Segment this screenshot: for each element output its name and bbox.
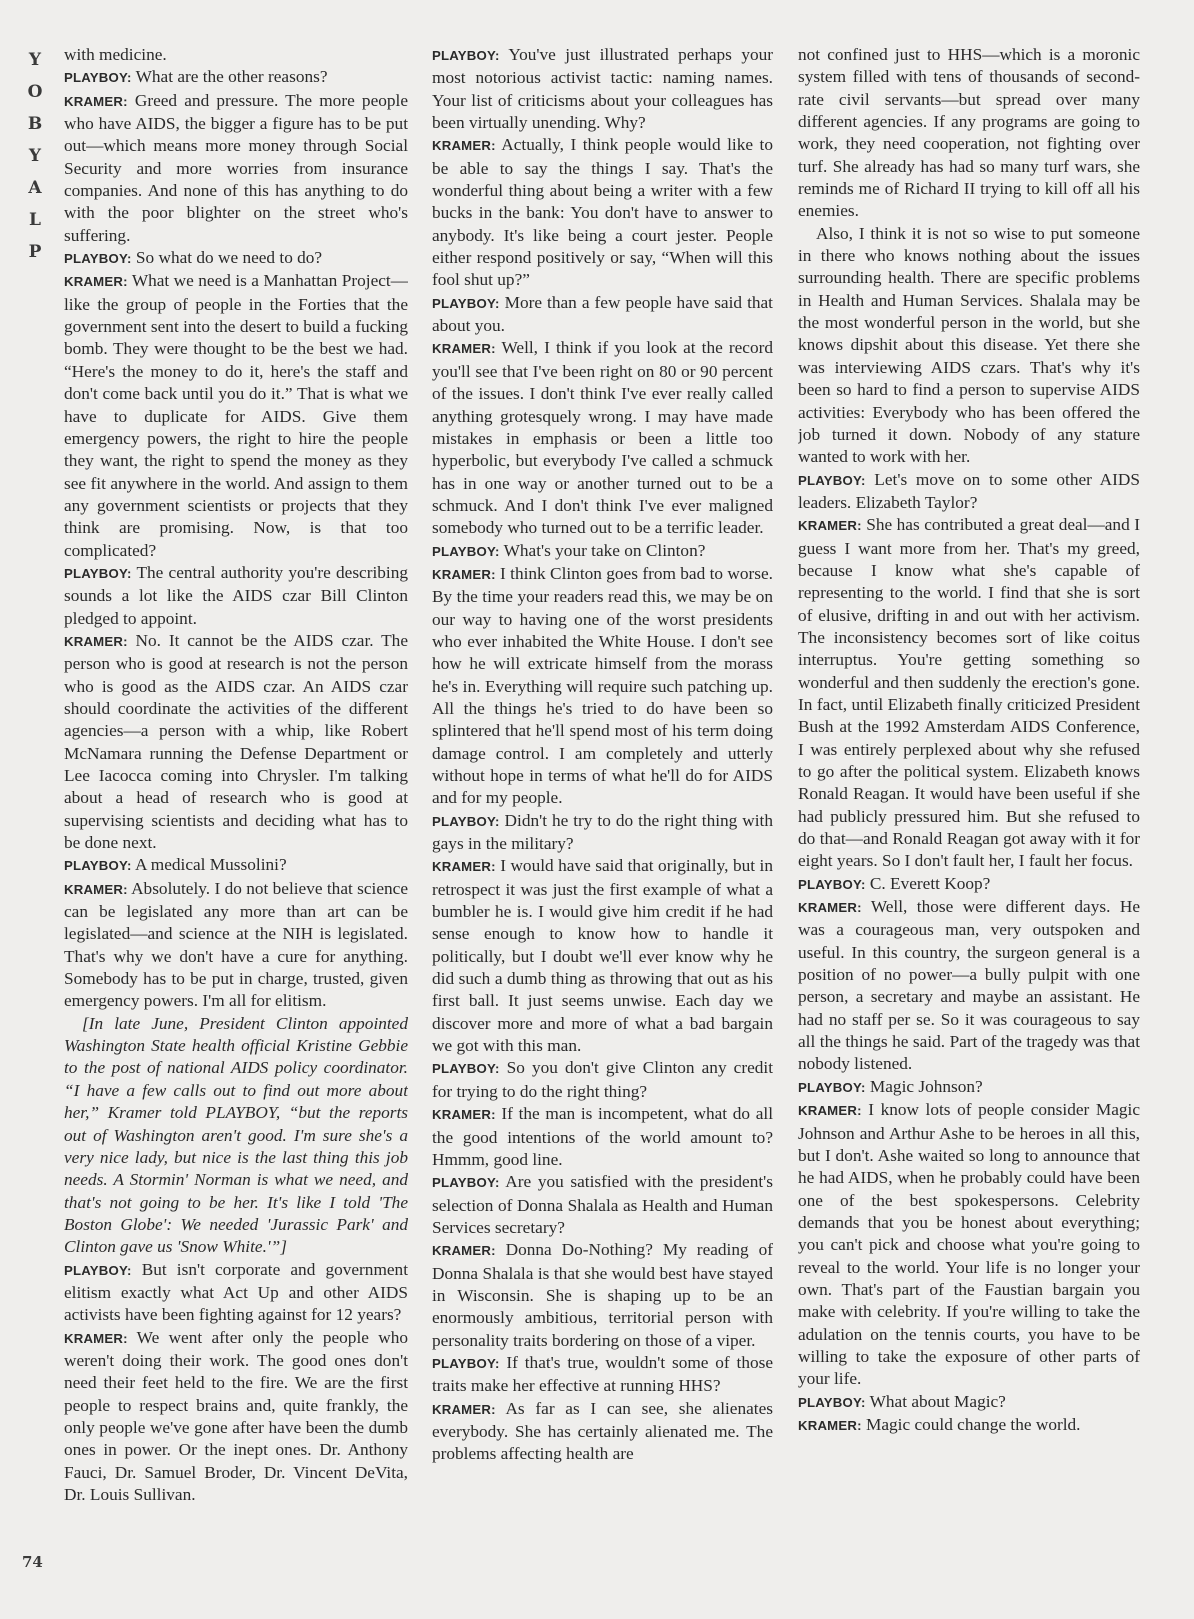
speaker-label: PLAYBOY: [798, 876, 866, 892]
paragraph-text: What about Magic? [869, 1391, 1006, 1411]
speaker-label: PLAYBOY: [432, 295, 500, 311]
paragraph-text: What's your take on Clinton? [503, 540, 706, 560]
paragraph-text: Greed and pressure. The more people who have AIDS, the bigger a figure has to be put out—which means more money through Social Security and more worries from insurance companies. And none of this has anything to do with the poor blighter on the street who's suffering. [64, 90, 408, 245]
speaker-label: KRAMER: [432, 566, 496, 582]
speaker-label: PLAYBOY: [432, 813, 500, 829]
paragraph-text: More than a few people have said that about you. [432, 292, 773, 336]
paragraph-text: with medicine. [64, 45, 167, 64]
interview-paragraph [798, 1391, 1140, 1414]
paragraph-text: C. Everett Koop? [869, 873, 991, 893]
interview-paragraph [64, 630, 408, 854]
speaker-label: KRAMER: [798, 1417, 862, 1433]
speaker-label: KRAMER: [64, 1330, 128, 1346]
paragraph-text: A medical Mussolini? [134, 855, 287, 875]
paragraph-text: As far as I can see, she alienates everybody. She has certainly alienated me. The problems affecting health are [432, 1398, 773, 1464]
interview-paragraph [64, 562, 408, 630]
interview-paragraph [64, 66, 408, 89]
interview-paragraph [798, 1099, 1140, 1390]
interview-paragraph [64, 44, 408, 66]
interview-paragraph [64, 878, 408, 1013]
interview-paragraph [798, 896, 1140, 1076]
paragraph-text: Let's move on to some other AIDS leaders. Elizabeth Taylor? [798, 469, 1140, 512]
interview-paragraph [64, 1259, 408, 1327]
interview-paragraph [432, 1171, 773, 1239]
interview-paragraph [64, 1327, 408, 1507]
paragraph-text: Didn't he try to do the right thing with gays in the military? [432, 810, 773, 854]
masthead-letter: Y [28, 50, 42, 70]
interview-paragraph [798, 1076, 1140, 1099]
masthead-letter: O [27, 82, 43, 102]
interview-paragraph [798, 44, 1140, 223]
paragraph-text: If the man is incompetent, what do all the good intentions of the world amount to? Hmmm, good line. [432, 1104, 773, 1169]
interview-paragraph [432, 855, 773, 1057]
speaker-label: PLAYBOY: [798, 1394, 866, 1410]
text-column-3 [798, 44, 1140, 1584]
interview-paragraph [432, 134, 773, 291]
paragraph-text: But isn't corporate and government elitism exactly what Act Up and other AIDS activists have been fighting against for 12 years? [64, 1259, 408, 1325]
interview-paragraph [64, 247, 408, 270]
paragraph-text: If that's true, wouldn't some of those traits make her effective at running HHS? [432, 1352, 773, 1396]
paragraph-text: not confined just to HHS—which is a moronic system filled with tens of thousands of second-rate civil servants—but spread over many different agencies. If any programs are going to work, they need cooperation, not fighting over turf. She already has had so many turf wars, she reminds me of Richard II trying to kill off all his enemies. [798, 45, 1140, 221]
paragraph-text: I think Clinton goes from bad to worse. By the time your readers read this, we may be on our way to having one of the worst presidents who ever inhabited the White House. I don't see how he will extricate himself from the morass he's in. Everything will require such patching up. All the things he's tried to do have been so splintered that he'll spend most of his term doing damage control. I am completely and utterly without hope in terms of what he'll do for AIDS and for my people. [432, 563, 773, 808]
paragraph-text: Actually, I think people would like to be able to say the things I say. That's the wonderful thing about being a writer with a few bucks in the bank: You don't have to answer to anybody. It's like being a court jester. People either respond positively or say, “When will this fool shut up?” [432, 135, 773, 290]
speaker-label: KRAMER: [432, 1243, 496, 1259]
interview-paragraph [432, 1103, 773, 1171]
speaker-label: PLAYBOY: [64, 565, 132, 581]
paragraph-text: Donna Do-Nothing? My reading of Donna Shalala is that she would best have stayed in Wisconsin. She is shaping up to be an enormously ambitious, territorial person with personality traits bordering on those of a viper. [432, 1240, 773, 1350]
page-number: 74 [22, 1553, 43, 1571]
speaker-label: PLAYBOY: [798, 472, 866, 488]
paragraph-text: You've just illustrated perhaps your most notorious activist tactic: naming names. Your list of criticisms about your colleagues has been virtually unending. Why? [432, 45, 773, 133]
paragraph-text: What we need is a Manhattan Project—like the group of people in the Forties that the government sent into the desert to build a fucking bomb. They were thought to be the best we had. “Here's the money to do it, here's the staff and don't come back until you do it.” That is what we have to duplicate for AIDS. Give them emergency powers, the right to hire the people they want, the right to spend the money as they see fit anywhere in the world. And assign to them any government scientists or projects that they think are promising. Now, is that too complicated? [64, 271, 408, 560]
interview-paragraph [64, 1013, 408, 1259]
paragraph-text: Magic Johnson? [869, 1076, 983, 1096]
interview-paragraph [64, 90, 408, 247]
speaker-label: KRAMER: [432, 341, 496, 357]
interview-paragraph [432, 1057, 773, 1103]
masthead-letter: P [28, 242, 42, 262]
interview-paragraph [432, 1239, 773, 1352]
speaker-label: PLAYBOY: [432, 48, 500, 63]
interview-paragraph [798, 469, 1140, 515]
paragraph-text: Magic could change the world. [866, 1414, 1081, 1434]
speaker-label: KRAMER: [798, 1103, 862, 1119]
interview-paragraph [64, 854, 408, 877]
paragraph-text: No. It cannot be the AIDS czar. The person who is good at research is not the person who is good as the AIDS czar. An AIDS czar should coordinate the activities of the different agencies—a person with a whip, like Robert McNamara running the Defense Department or Lee Iacocca coming into Chrysler. I'm talking about a head of research who is good at supervising scientists and deciding what has to be done next. [64, 630, 408, 853]
paragraph-text: [In late June, President Clinton appointed Washington State health official Kristine Gebbie to the post of national AIDS policy coordinator. “I have a few calls out to find out more about her,” Kramer told PLAYBOY, “but the reports out of Washington aren't good. I'm sure she's a very nice lady, but nice is the last thing this job needs. A Stormin' Norman is what we need, and that's not going to be her. It's like I told 'The Boston Globe': We needed 'Jurassic Park' and Clinton gave us 'Snow White.'”] [64, 1013, 408, 1257]
paragraph-text: I know lots of people consider Magic Johnson and Arthur Ashe to be heroes in all this, but I don't. Ashe waited so long to announce that he had AIDS, when he probably could have been one of the best spokespersons. Celebrity demands that you be honest about everything; you can't pick and choose what you're going to reveal to the world. Your life is no longer your own. That's part of the Faustian bargain you make with celebrity. If you're willing to take the adulation on the tennis courts, you have to be willing to take the exposure of other parts of your life. [798, 1100, 1140, 1389]
speaker-label: KRAMER: [432, 1107, 496, 1123]
paragraph-text: The central authority you're describing sounds a lot like the AIDS czar Bill Clinton pledged to appoint. [64, 562, 408, 628]
interview-paragraph [64, 270, 408, 561]
paragraph-text: We went after only the people who weren't doing their work. The good ones don't need their feet held to the fire. We are the first people to respect brains and, quite frankly, the only people we've gone after have been the dumb ones in power. Or the inept ones. Dr. Anthony Fauci, Dr. Samuel Broder, Dr. Vincent DeVita, Dr. Louis Sullivan. [64, 1327, 408, 1504]
speaker-label: PLAYBOY: [64, 1262, 132, 1278]
speaker-label: KRAMER: [64, 274, 128, 290]
paragraph-text: I would have said that originally, but in retrospect it was just the first example of what a bumbler he is. I would give him credit if he had sense enough to know how to handle it politically, but I doubt we'll ever know why he did such a dumb thing as throwing that out as his first ball. It just seems unwise. Each day we discover more and more of what a bad bargain we got with this man. [432, 856, 773, 1056]
speaker-label: KRAMER: [64, 93, 128, 109]
speaker-label: KRAMER: [432, 859, 496, 875]
speaker-label: PLAYBOY: [432, 1355, 500, 1371]
masthead-letter: B [27, 114, 43, 134]
paragraph-text: What are the other reasons? [135, 67, 328, 87]
interview-paragraph [432, 563, 773, 810]
masthead-letter: L [29, 210, 41, 230]
masthead-letter: Y [28, 146, 42, 166]
speaker-label: KRAMER: [432, 138, 496, 154]
speaker-label: PLAYBOY: [798, 1079, 866, 1095]
paragraph-text: She has contributed a great deal—and I guess I want more from her. That's my greed, because I know what she's capable of representing to the world. I find that she is sort of elusive, drifting in and out with her activism. The inconsistency becomes sort of like coitus interruptus. You're getting something so wonderful and then suddenly the erection's gone. In fact, until Elizabeth finally criticized President Bush at the 1992 Amsterdam AIDS Conference, I was entirely perplexed about why she refused to go after the political system. Elizabeth knows Ronald Reagan. It would have been useful if she had publicly pressured him. But she refused to do that—and Ronald Reagan got away with it for eight years. So I don't fault her, I fault her focus. [798, 515, 1140, 871]
speaker-label: KRAMER: [64, 633, 128, 649]
paragraph-text: So what do we need to do? [135, 248, 323, 268]
text-column-1 [64, 44, 408, 1584]
speaker-label: KRAMER: [432, 1401, 496, 1417]
interview-paragraph [432, 292, 773, 338]
interview-paragraph [432, 540, 773, 563]
text-column-2 [432, 44, 773, 1584]
interview-paragraph [432, 1352, 773, 1398]
interview-paragraph [798, 873, 1140, 896]
speaker-label: KRAMER: [798, 518, 862, 534]
paragraph-text: Also, I think it is not so wise to put someone in there who knows nothing about the issues surrounding health. There are specific problems in Health and Human Services. Shalala may be the most wonderful person in the world, but she knows dipshit about this disease. Yet there she was interviewing AIDS czars. That's why it's been so hard to find a person to supervise AIDS activities: Everybody who has been offered the job turned it down. Nobody of any stature wanted to work with her. [798, 223, 1140, 467]
interview-paragraph [432, 810, 773, 856]
paragraph-text: Are you satisfied with the president's selection of Donna Shalala as Health and Human Services secretary? [432, 1172, 773, 1237]
playboy-masthead [18, 44, 52, 268]
interview-paragraph [432, 1398, 773, 1466]
speaker-label: PLAYBOY: [64, 70, 132, 86]
speaker-label: PLAYBOY: [432, 543, 500, 559]
masthead-letter: A [28, 178, 42, 198]
speaker-label: KRAMER: [798, 900, 862, 916]
paragraph-text: Well, those were different days. He was a courageous man, very outspoken and useful. In this country, the surgeon general is a position of no power—a bully pulpit with one person, a secretary and maybe an assistant. He had no staff per se. So it was courageous to say all the things he said. Part of the tragedy was that nobody listened. [798, 897, 1140, 1074]
paragraph-text: Well, I think if you look at the record you'll see that I've been right on 80 or 90 percent of the issues. I don't think I've ever really called anything grotesquely wrong. I may have made mistakes in emphasis or been a little too hyperbolic, but everybody I've called a schmuck has in one way or another turned out to be a schmuck. And I don't think I've ever maligned somebody who turned out to be a terrific leader. [432, 338, 773, 538]
interview-paragraph [798, 514, 1140, 873]
speaker-label: KRAMER: [64, 881, 128, 897]
speaker-label: PLAYBOY: [432, 1175, 500, 1191]
interview-paragraph [798, 223, 1140, 469]
interview-paragraph [432, 44, 773, 134]
interview-paragraph [432, 337, 773, 539]
paragraph-text: Absolutely. I do not believe that science can be legislated any more than art can be legislated—and science at the NIH is legislated. That's why we don't have a cure for anything. Somebody has to be put in charge, trusted, given emergency powers. I'm all for elitism. [64, 878, 408, 1011]
speaker-label: PLAYBOY: [64, 251, 132, 267]
speaker-label: PLAYBOY: [432, 1061, 500, 1077]
speaker-label: PLAYBOY: [64, 858, 132, 874]
interview-paragraph [798, 1414, 1140, 1437]
paragraph-text: So you don't give Clinton any credit for trying to do the right thing? [432, 1058, 773, 1101]
